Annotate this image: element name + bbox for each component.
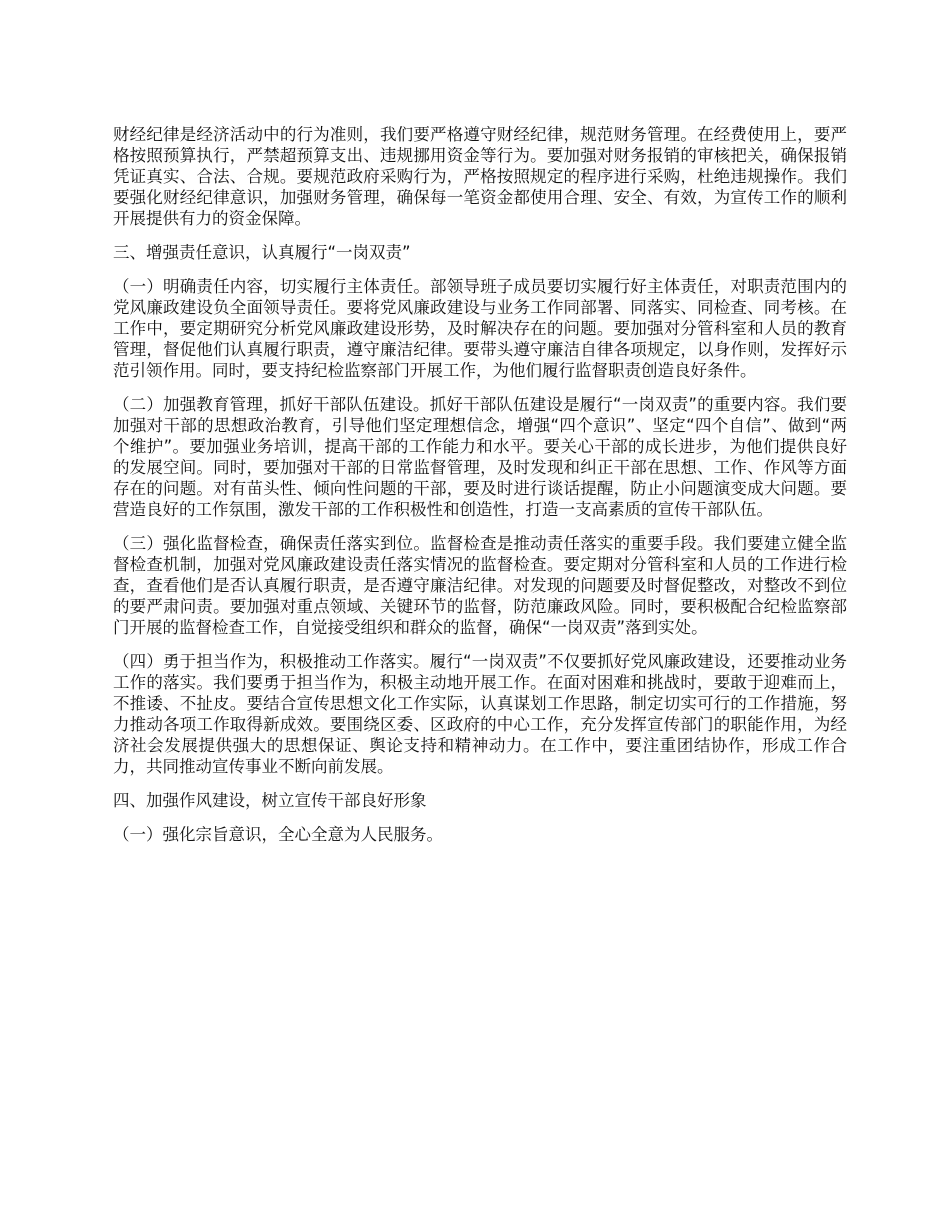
section-heading-4: 四、加强作风建设，树立宣传干部良好形象: [113, 791, 427, 810]
section-heading-3: 三、增强责任意识，认真履行“一岗双责”: [113, 243, 411, 262]
paragraph-3-2: （二）加强教育管理，抓好干部队伍建设。抓好干部队伍建设是履行“一岗双责”的重要内容。我们要加强对干部的思想政治教育，引导他们坚定理想信念，增强“四个意识”、坚定“四个自信”、做到“两个维护”。要加强业务培训，提高干部的工作能力和水平。要关心干部的成长进步，为他们提供良好的发展空间。同时，要加强对干部的日常监督管理，及时发现和纠正干部在思想、工作、作风等方面存在的问题。对有苗头性、倾向性问题的干部，要及时进行谈话提醒，防止小问题演变成大问题。要营造良好的工作氛围，激发干部的工作积极性和创造性，打造一支高素质的宣传干部队伍。: [113, 395, 847, 519]
document-page: [113, 124, 847, 858]
paragraph-3-1: （一）明确责任内容，切实履行主体责任。部领导班子成员要切实履行好主体责任，对职责范围内的党风廉政建设负全面领导责任。要将党风廉政建设与业务工作同部署、同落实、同检查、同考核。在工作中，要定期研究分析党风廉政建设形势，及时解决存在的问题。要加强对分管科室和人员的教育管理，督促他们认真履行职责，遵守廉洁纪律。要带头遵守廉洁自律各项规定，以身作则，发挥好示范引领作用。同时，要支持纪检监察部门开展工作，为他们履行监督职责创造良好条件。: [113, 277, 847, 380]
paragraph-financial-discipline: 财经纪律是经济活动中的行为准则，我们要严格遵守财经纪律，规范财务管理。在经费使用上，要严格按照预算执行，严禁超预算支出、违规挪用资金等行为。要加强对财务报销的审核把关，确保报销凭证真实、合法、合规。要规范政府采购行为，严格按照规定的程序进行采购，杜绝违规操作。我们要强化财经纪律意识，加强财务管理，确保每一笔资金都使用合理、安全、有效，为宣传工作的顺利开展提供有力的资金保障。: [113, 125, 847, 228]
paragraph-4-1: （一）强化宗旨意识，全心全意为人民服务。: [113, 825, 443, 844]
paragraph-3-3: （三）强化监督检查，确保责任落实到位。监督检查是推动责任落实的重要手段。我们要建立健全监督检查机制，加强对党风廉政建设责任落实情况的监督检查。要定期对分管科室和人员的工作进行检查，查看他们是否认真履行职责，是否遵守廉洁纪律。对发现的问题要及时督促整改，对整改不到位的要严肃问责。要加强对重点领域、关键环节的监督，防范廉政风险。同时，要积极配合纪检监察部门开展的监督检查工作，自觉接受组织和群众的监督，确保“一岗双责”落到实处。: [113, 534, 847, 637]
paragraph-3-4: （四）勇于担当作为，积极推动工作落实。履行“一岗双责”不仅要抓好党风廉政建设，还要推动业务工作的落实。我们要勇于担当作为，积极主动地开展工作。在面对困难和挑战时，要敢于迎难而上，不推诿、不扯皮。要结合宣传思想文化工作实际，认真谋划工作思路，制定切实可行的工作措施，努力推动各项工作取得新成效。要围绕区委、区政府的中心工作，充分发挥宣传部门的职能作用，为经济社会发展提供强大的思想保证、舆论支持和精神动力。在工作中，要注重团结协作，形成工作合力，共同推动宣传事业不断向前发展。: [113, 652, 847, 776]
